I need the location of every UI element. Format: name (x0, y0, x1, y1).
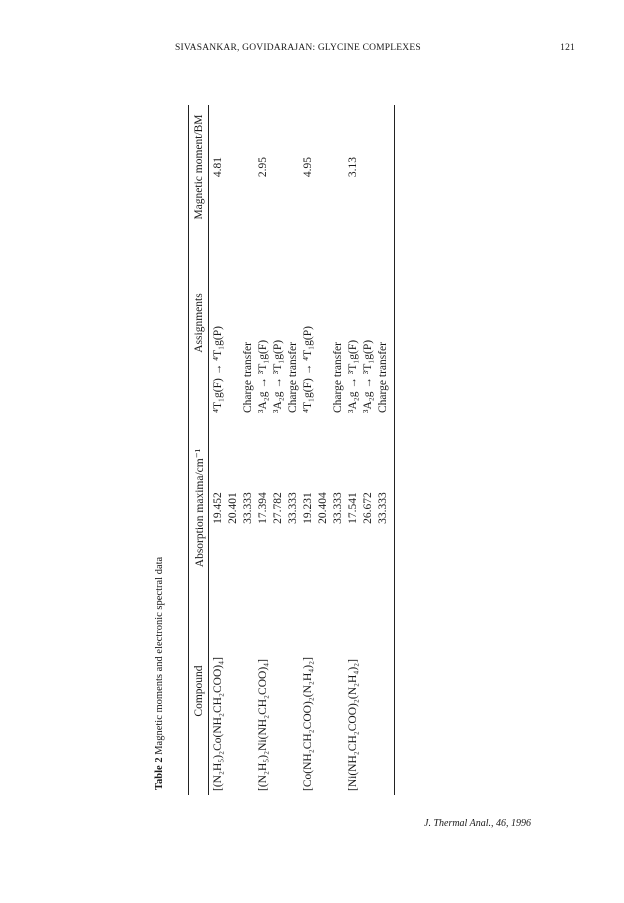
table-body (209, 105, 395, 795)
column-header-compound: Compound (189, 587, 209, 795)
cell-absorption: 33.333 (376, 429, 395, 587)
column-header-absorption: Absorption maxima/cm⁻¹ (189, 429, 209, 587)
table-caption-text: Magnetic moments and electronic spectral data (154, 556, 165, 755)
table-header-row (189, 105, 209, 795)
cell-absorption: 26.672 (362, 492, 374, 524)
cell-absorption: 17.394 (257, 492, 269, 524)
spectral-data-table (188, 105, 395, 795)
table-row (286, 105, 301, 795)
running-head (175, 43, 575, 63)
table-caption (154, 557, 165, 790)
cell-assignment: Charge transfer (242, 342, 254, 413)
rotated-table-region (150, 90, 460, 805)
table-row (256, 105, 271, 795)
cell-compound (361, 587, 376, 795)
table-row (301, 105, 316, 795)
cell-absorption: 20.401 (227, 492, 239, 524)
cell-assignment: Charge transfer (376, 229, 395, 429)
column-header-magnetic-moment: Magnetic moment/BM (189, 105, 209, 229)
cell-assignment: Charge transfer (332, 342, 344, 413)
cell-magnetic-moment (271, 105, 286, 229)
cell-assignment: ³A₂g → ³T₁g(F) (347, 339, 359, 413)
table-row (241, 105, 256, 795)
cell-magnetic-moment: 4.81 (212, 156, 224, 178)
cell-compound (241, 587, 256, 795)
cell-assignment: ³A₂g → ³T₁g(P) (272, 339, 284, 413)
table-row (209, 105, 227, 795)
cell-assignment: ³A₂g → ³T₁g(F) (257, 339, 269, 413)
cell-assignment (226, 229, 241, 429)
cell-magnetic-moment (241, 105, 256, 229)
table-row (316, 105, 331, 795)
table-row (331, 105, 346, 795)
cell-compound (376, 587, 395, 795)
cell-compound: [Co(NH₂CH₂COO)₂(N₂H₄)₂] (302, 657, 314, 791)
cell-absorption: 33.333 (332, 492, 344, 524)
cell-magnetic-moment (361, 105, 376, 229)
rotated-table-block (150, 90, 460, 805)
cell-absorption: 33.333 (242, 492, 254, 524)
cell-compound (331, 587, 346, 795)
cell-magnetic-moment (286, 105, 301, 229)
table-row (346, 105, 361, 795)
cell-compound: [(N₂H₅)₂Co(NH₂CH₂COO)₄] (212, 657, 224, 791)
cell-magnetic-moment (316, 105, 331, 229)
cell-magnetic-moment (376, 105, 395, 229)
cell-assignment (316, 229, 331, 429)
cell-absorption: 19.452 (212, 492, 224, 524)
cell-magnetic-moment (226, 105, 241, 229)
cell-absorption: 20.404 (317, 492, 329, 524)
cell-magnetic-moment: 3.13 (347, 156, 359, 178)
cell-magnetic-moment: 2.95 (257, 156, 269, 178)
cell-compound (271, 587, 286, 795)
cell-compound (286, 587, 301, 795)
cell-absorption: 33.333 (287, 492, 299, 524)
cell-assignment: ³A₂g → ³T₁g(P) (362, 339, 374, 413)
cell-magnetic-moment (331, 105, 346, 229)
cell-assignment: Charge transfer (287, 342, 299, 413)
running-title: SIVASANKAR, GOVIDARAJAN: GLYCINE COMPLEXES (175, 43, 421, 53)
table-row (226, 105, 241, 795)
cell-magnetic-moment: 4.95 (302, 156, 314, 178)
journal-citation: J. Thermal Anal., 46, 1996 (424, 818, 532, 829)
cell-absorption: 19.231 (302, 492, 314, 524)
cell-absorption: 17.541 (347, 492, 359, 524)
cell-compound (316, 587, 331, 795)
column-header-assignments: Assignments (189, 229, 209, 429)
cell-compound (226, 587, 241, 795)
cell-compound: [(N₂H₅)₂Ni(NH₂CH₂COO)₄] (257, 658, 269, 791)
page-number: 121 (560, 43, 575, 53)
table-row (361, 105, 376, 795)
table-row (376, 105, 395, 795)
cell-absorption: 27.782 (272, 492, 284, 524)
table-label: Table 2 (154, 757, 165, 790)
cell-assignment: ⁴T₁g(F) → ⁴T₁g(P) (302, 326, 314, 413)
cell-compound: [Ni(NH₂CH₂COO)₂(N₂H₄)₂] (347, 658, 359, 791)
table-row (271, 105, 286, 795)
cell-assignment: ⁴T₁g(F) → ⁴T₁g(P) (212, 326, 224, 413)
